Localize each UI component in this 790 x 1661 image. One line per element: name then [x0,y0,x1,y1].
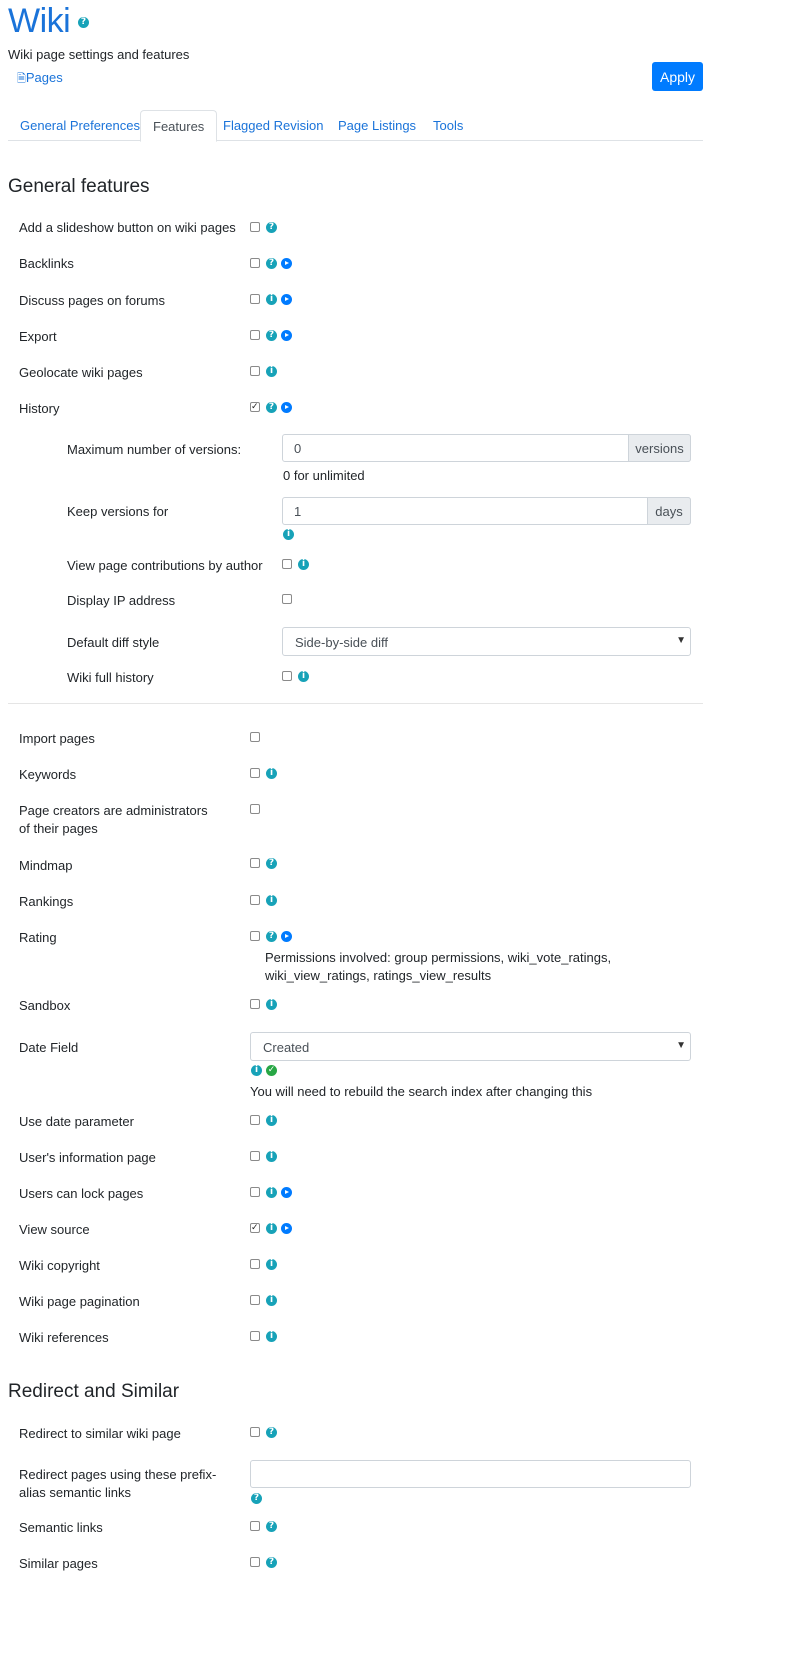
date-field-value: Created [263,1040,310,1055]
help-icon[interactable]: ? [266,931,277,942]
feature-label: Import pages [19,731,95,746]
section-title-redirect: Redirect and Similar [8,1381,180,1402]
feature-label: Discuss pages on forums [19,293,165,308]
apply-button[interactable]: Apply [652,62,703,91]
contrib-label: View page contributions by author [67,558,263,573]
days-addon: days [647,497,691,525]
max-versions-hint: 0 for unlimited [283,468,365,483]
feature-label: Users can lock pages [19,1186,144,1201]
references-checkbox[interactable] [250,1331,260,1341]
help-icon[interactable]: ? [251,1493,262,1504]
play-icon[interactable] [281,931,292,942]
feature-label: Wiki references [19,1330,109,1345]
keep-versions-label: Keep versions for [67,504,169,519]
geolocate-checkbox[interactable] [250,366,260,376]
feature-label: Keywords [19,767,77,782]
history-checkbox[interactable] [250,402,260,412]
pages-link[interactable]: 🗎Pages [17,70,63,85]
keep-versions-input[interactable] [282,497,691,525]
diff-style-value: Side-by-side diff [295,635,388,650]
rankings-checkbox[interactable] [250,895,260,905]
page-subtitle: Wiki page settings and features [8,47,190,62]
feature-label: Redirect pages using these prefix-alias semantic links [19,1467,217,1500]
chevron-down-icon: ▼ [676,635,686,646]
lock-pages-checkbox[interactable] [250,1187,260,1197]
display-ip-label: Display IP address [67,593,176,608]
info-icon[interactable]: i [266,1331,277,1342]
info-icon[interactable]: i [266,1151,277,1162]
help-icon[interactable]: ? [266,858,277,869]
sandbox-checkbox[interactable] [250,999,260,1009]
max-versions-label: Maximum number of versions: [67,442,242,457]
play-icon[interactable] [281,1223,292,1234]
export-checkbox[interactable] [250,330,260,340]
check-icon: ✓ [267,1065,276,1075]
info-icon[interactable]: i [266,895,277,906]
max-versions-input[interactable] [282,434,691,462]
feature-label: Similar pages [19,1556,98,1571]
creators-admin-checkbox[interactable] [250,804,260,814]
feature-label: Page creators are administrators of their pages [19,803,208,836]
help-icon[interactable]: ? [266,1521,277,1532]
keep-versions-value: 1 [294,504,302,519]
date-field-note: You will need to rebuild the search index after changing this [250,1084,593,1099]
play-icon[interactable] [281,1187,292,1198]
feature-label: Add a slideshow button on wiki pages [19,220,236,235]
feature-label: View source [19,1222,90,1237]
rating-permissions-note: Permissions involved: group permissions, wiki_vote_ratings, wiki_view_ratings, ratings_view_results [265,950,612,983]
max-versions-value: 0 [294,441,302,456]
versions-addon: versions [628,434,691,462]
play-icon[interactable] [281,258,292,269]
info-icon[interactable]: i [266,1223,277,1234]
info-icon[interactable]: i [266,999,277,1010]
help-icon[interactable]: ? [78,17,89,28]
help-icon[interactable]: ? [266,330,277,341]
play-icon[interactable] [281,294,292,305]
section-title-general: General features [8,176,150,197]
help-icon[interactable]: ? [266,1427,277,1438]
feature-label: Semantic links [19,1520,103,1535]
info-icon[interactable]: i [251,1065,262,1076]
feature-label: Mindmap [19,858,73,873]
import-checkbox[interactable] [250,732,260,742]
tab-features[interactable]: Features [140,110,217,142]
info-icon[interactable]: i [266,366,277,377]
date-field-select[interactable] [250,1032,691,1061]
feature-label: Redirect to similar wiki page [19,1426,181,1441]
file-icon: 🗎 [17,73,26,85]
feature-label: Geolocate wiki pages [19,365,143,380]
chevron-down-icon: ▼ [676,1040,686,1051]
tab-flagged-revision[interactable]: Flagged Revision [223,118,324,133]
tab-general-preferences[interactable]: General Preferences [20,118,140,133]
tab-page-listings[interactable]: Page Listings [338,118,417,133]
rating-checkbox[interactable] [250,931,260,941]
page-title: Wiki [8,2,71,40]
info-icon[interactable]: i [266,768,277,779]
feature-label: Date Field [19,1040,79,1055]
user-info-checkbox[interactable] [250,1151,260,1161]
discuss-checkbox[interactable] [250,294,260,304]
pagination-checkbox[interactable] [250,1295,260,1305]
info-icon[interactable]: i [266,1259,277,1270]
keywords-checkbox[interactable] [250,768,260,778]
contrib-checkbox[interactable] [282,559,292,569]
feature-label: Export [19,329,57,344]
backlinks-checkbox[interactable] [250,258,260,268]
diff-style-select[interactable] [282,627,691,656]
feature-label: Backlinks [19,256,74,271]
feature-label: Rankings [19,894,74,909]
semantic-links-checkbox[interactable] [250,1521,260,1531]
help-icon[interactable]: ? [266,1557,277,1568]
similar-pages-checkbox[interactable] [250,1557,260,1567]
feature-label: Rating [19,930,57,945]
diff-style-label: Default diff style [67,635,160,650]
display-ip-checkbox[interactable] [282,594,292,604]
info-icon[interactable]: i [266,294,277,305]
full-history-label: Wiki full history [67,670,154,685]
info-icon[interactable]: i [283,529,294,540]
info-icon[interactable]: i [266,1187,277,1198]
mindmap-checkbox[interactable] [250,858,260,868]
slideshow-checkbox[interactable] [250,222,260,232]
feature-label: Wiki page pagination [19,1294,140,1309]
feature-label: Use date parameter [19,1114,134,1129]
view-source-checkbox[interactable] [250,1223,260,1233]
tabs-divider [8,140,703,141]
help-icon[interactable]: ? [266,222,277,233]
feature-label: Sandbox [19,998,71,1013]
feature-label: User's information page [19,1150,156,1165]
play-icon[interactable] [281,402,292,413]
info-icon[interactable]: i [266,1115,277,1126]
redirect-similar-checkbox[interactable] [250,1427,260,1437]
copyright-checkbox[interactable] [250,1259,260,1269]
feature-label: History [19,401,60,416]
help-icon[interactable]: ? [266,258,277,269]
divider [8,703,703,704]
prefix-alias-input[interactable] [250,1460,691,1488]
full-history-checkbox[interactable] [282,671,292,681]
info-icon[interactable]: i [298,559,309,570]
feature-label: Wiki copyright [19,1258,100,1273]
info-icon[interactable]: i [266,1295,277,1306]
info-icon[interactable]: i [298,671,309,682]
play-icon[interactable] [281,330,292,341]
use-date-param-checkbox[interactable] [250,1115,260,1125]
tab-tools[interactable]: Tools [433,118,464,133]
help-icon[interactable]: ? [266,402,277,413]
